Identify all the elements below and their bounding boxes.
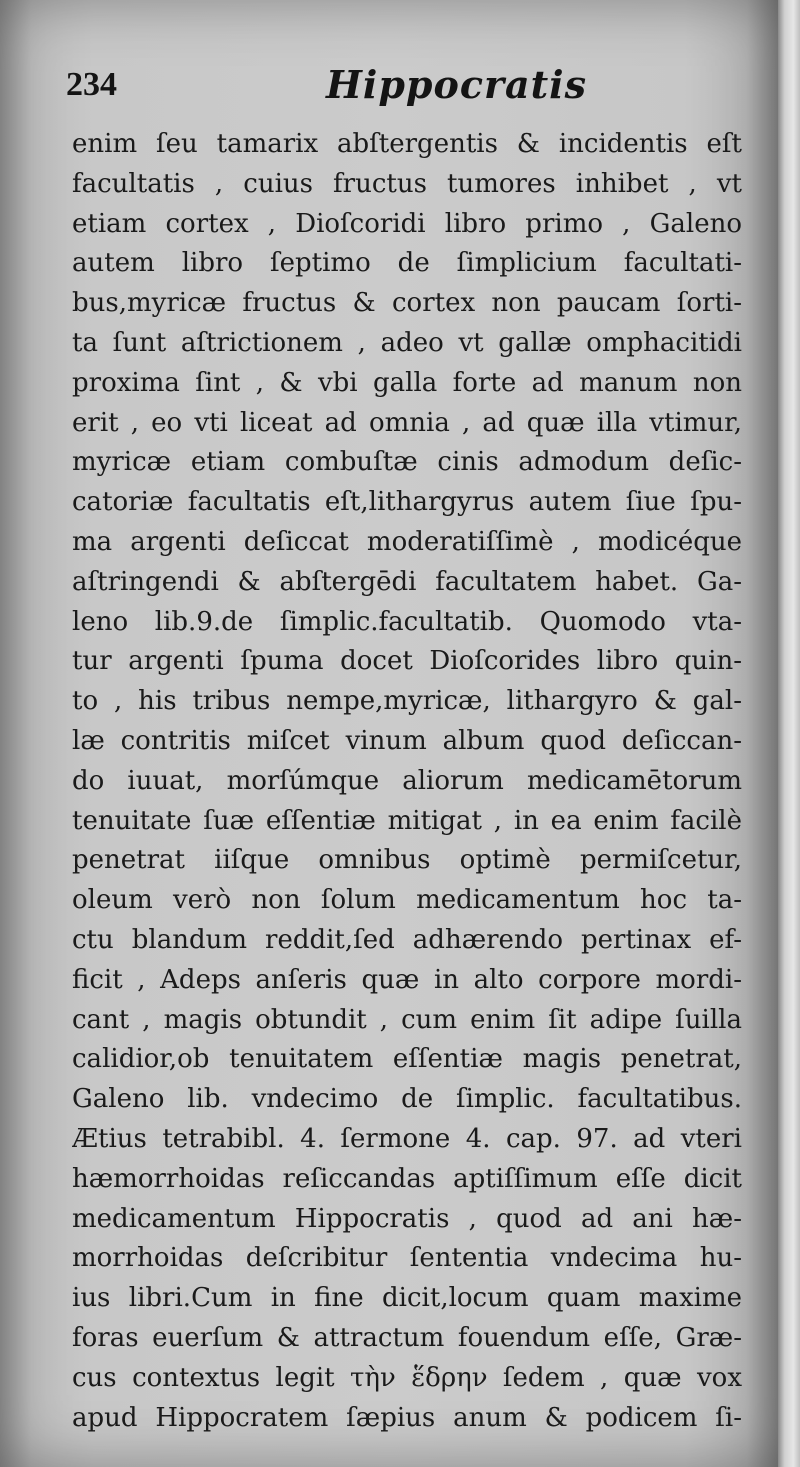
text-line: etiam cortex , Dioſcoridi libro primo , Galeno [72,208,742,239]
running-head: Hippocratis [326,62,587,107]
body-text [72,125,742,1438]
text-line: morrhoidas deſcribitur ſententia vndecima hu- [72,1243,742,1274]
text-line: tenuitate ſuæ eſſentiæ mitigat , in ea enim facilè [72,805,742,836]
text-line: ma argenti deſiccat moderatiſſimè , modicéque [72,526,742,557]
text-line: ctu blandum reddit,ſed adhærendo pertinax ef- [72,924,742,955]
text-line: læ contritis miſcet vinum album quod deſiccan- [72,725,742,756]
text-line: apud Hippocratem ſæpius anum & podicem ſi- [72,1402,742,1433]
text-line: tur argenti ſpuma docet Dioſcorides libro quin- [72,646,742,677]
text-line: oleum verò non ſolum medicamentum hoc ta- [72,885,742,916]
text-line: leno lib.9.de ſimplic.facultatib. Quomodo vta- [72,606,742,637]
text-line: Galeno lib. vndecimo de ſimplic. facultatibus. [72,1084,742,1115]
text-line: proxima ſint , & vbi galla forte ad manum non [72,367,742,398]
text-line: ta ſunt aſtrictionem , adeo vt gallæ omphacitidi [72,327,742,358]
text-line: ficit , Adeps anſeris quæ in alto corpore mordi- [72,964,742,995]
text-line: autem libro ſeptimo de ſimplicium facultati- [72,248,742,279]
text-line: do iuuat, morſúmque aliorum medicamētorum [72,765,742,796]
text-line: hæmorrhoidas reſiccandas aptiſſimum eſſe dicit [72,1163,742,1194]
text-line: myricæ etiam combuſtæ cinis admodum deſic- [72,447,742,478]
text-line: cant , magis obtundit , cum enim ſit adipe ſuilla [72,1004,742,1035]
text-line: erit , eo vti liceat ad omnia , ad quæ illa vtimur, [72,407,742,438]
page-number: 234 [66,66,117,103]
text-line: penetrat iiſque omnibus optimè permiſcetur, [72,845,742,876]
text-line: bus,myricæ fructus & cortex non paucam ſorti- [72,288,742,319]
page-edge [778,0,800,1467]
text-line: facultatis , cuius fructus tumores inhibet , vt [72,168,742,199]
text-line: aſtringendi & abſtergēdi facultatem habet. Ga- [72,566,742,597]
text-line: to , his tribus nempe,myricæ, lithargyro & gal- [72,686,742,717]
text-line: foras euerſum & attractum fouendum eſſe, Græ- [72,1322,742,1353]
text-line: ius libri.Cum in fine dicit,locum quam maxime [72,1283,742,1314]
text-line: enim ſeu tamarix abſtergentis & incidentis eſt [72,129,742,159]
text-line: Ætius tetrabibl. 4. ſermone 4. cap. 97. ad vteri [72,1123,742,1154]
text-line: cus contextus legit τὴν ἕδρην ſedem , quæ vox [72,1362,742,1393]
text-line: calidior,ob tenuitatem eſſentiæ magis penetrat, [72,1044,742,1075]
text-line: catoriæ facultatis eſt,lithargyrus autem ſiue ſpu- [72,487,742,518]
text-line: medicamentum Hippocratis , quod ad ani hæ- [72,1203,742,1234]
